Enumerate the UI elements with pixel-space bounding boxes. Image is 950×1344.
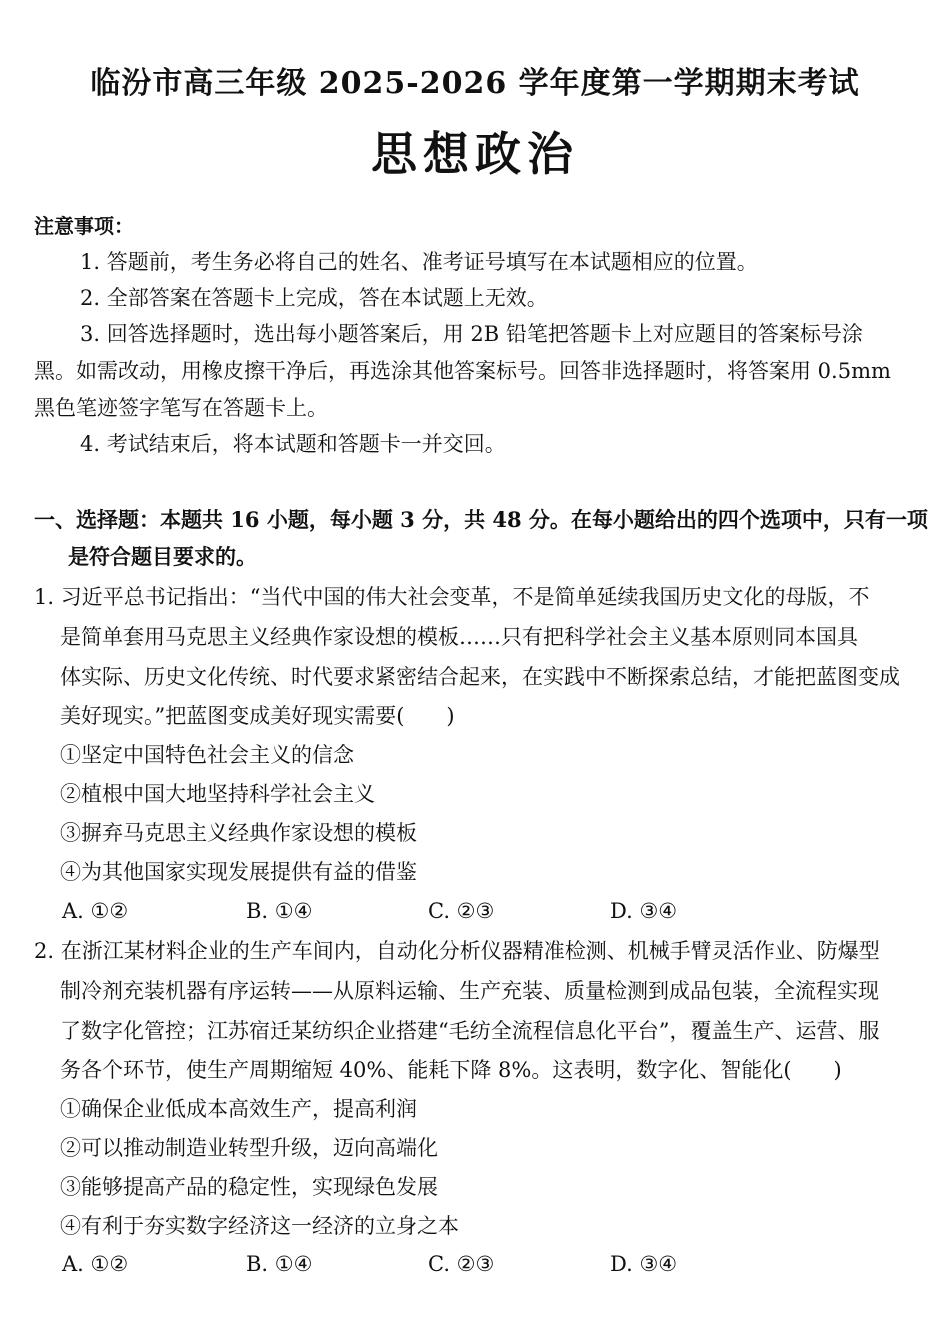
question-2-options xyxy=(0,1250,950,1278)
section-heading: 一、选择题：本题共 16 小题，每小题 3 分，共 48 分。在每小题给出的四个选项中，只有一项 xyxy=(34,507,928,532)
question-2-stem: 务各个环节，使生产周期缩短 40%、能耗下降 8%。这表明，数字化、智能化( ) xyxy=(60,1058,842,1082)
question-1-statement: ④为其他国家实现发展提供有益的借鉴 xyxy=(60,860,417,884)
question-1-stem: 美好现实。”把蓝图变成美好现实需要( ) xyxy=(60,704,455,728)
option-d[interactable]: D. ③④ xyxy=(610,1252,678,1276)
question-1-stem: 1. 习近平总书记指出：“当代中国的伟大社会变革，不是简单延续我国历史文化的母版，不 xyxy=(34,585,870,609)
question-1-statement: ②植根中国大地坚持科学社会主义 xyxy=(60,782,375,806)
subject-title: 思想政治 xyxy=(371,127,579,181)
question-1-options xyxy=(0,897,950,925)
notes-line: 3. 回答选择题时，选出每小题答案后，用 2B 铅笔把答题卡上对应题目的答案标号涂 xyxy=(80,322,863,346)
notes-line: 黑。如需改动，用橡皮擦干净后，再选涂其他答案标号。回答非选择题时，将答案用 0.5mm xyxy=(34,359,891,383)
exam-title: 临汾市高三年级 2025-2026 学年度第一学期期末考试 xyxy=(90,66,860,101)
question-2-stem: 制冷剂充装机器有序运转——从原料运输、生产充装、质量检测到成品包装，全流程实现 xyxy=(60,979,879,1003)
option-b[interactable]: B. ①④ xyxy=(246,1252,313,1276)
question-1-stem: 体实际、历史文化传统、时代要求紧密结合起来，在实践中不断探索总结，才能把蓝图变成 xyxy=(60,665,900,689)
question-2-statement: ③能够提高产品的稳定性，实现绿色发展 xyxy=(60,1175,438,1199)
question-1-statement: ①坚定中国特色社会主义的信念 xyxy=(60,743,354,767)
option-d[interactable]: D. ③④ xyxy=(610,899,678,923)
question-2-stem: 了数字化管控；江苏宿迁某纺织企业搭建“毛纺全流程信息化平台”，覆盖生产、运营、服 xyxy=(60,1019,880,1043)
option-b[interactable]: B. ①④ xyxy=(246,899,313,923)
notes-line: 4. 考试结束后，将本试题和答题卡一并交回。 xyxy=(80,432,506,456)
question-1-stem: 是简单套用马克思主义经典作家设想的模板……只有把科学社会主义基本原则同本国具 xyxy=(60,625,858,649)
option-c[interactable]: C. ②③ xyxy=(428,1252,495,1276)
option-a[interactable]: A. ①② xyxy=(62,1252,129,1276)
question-1-statement: ③摒弃马克思主义经典作家设想的模板 xyxy=(60,821,417,845)
question-2-statement: ①确保企业低成本高效生产，提高利润 xyxy=(60,1097,417,1121)
question-2-stem: 2. 在浙江某材料企业的生产车间内，自动化分析仪器精准检测、机械手臂灵活作业、防爆型 xyxy=(34,939,880,963)
section-heading-cont: 是符合题目要求的。 xyxy=(68,544,257,569)
option-c[interactable]: C. ②③ xyxy=(428,899,495,923)
notes-line: 1. 答题前，考生务必将自己的姓名、准考证号填写在本试题相应的位置。 xyxy=(80,250,758,274)
question-2-statement: ②可以推动制造业转型升级，迈向高端化 xyxy=(60,1136,438,1160)
question-2-statement: ④有利于夯实数字经济这一经济的立身之本 xyxy=(60,1214,459,1238)
notes-line: 黑色笔迹签字笔写在答题卡上。 xyxy=(34,396,328,420)
option-a[interactable]: A. ①② xyxy=(62,899,129,923)
notes-heading: 注意事项： xyxy=(34,214,134,238)
notes-line: 2. 全部答案在答题卡上完成，答在本试题上无效。 xyxy=(80,286,548,310)
